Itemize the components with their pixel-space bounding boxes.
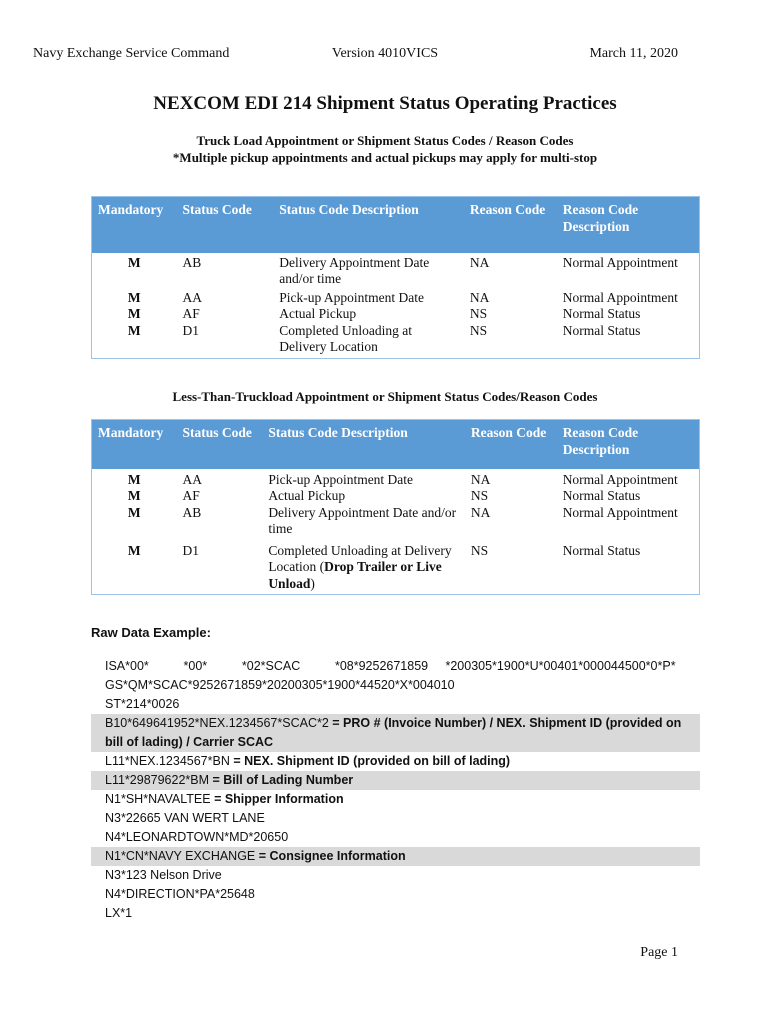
table-row (92, 488, 700, 505)
description-text-end: ) (310, 575, 315, 591)
header-version: Version 4010VICS (331, 46, 439, 61)
truckload-multistop-note: *Multiple pickup appointments and actual pickups may apply for multi-stop (172, 150, 598, 165)
ltl-subtitle: Less-Than-Truckload Appointment or Shipment Status Codes/Reason Codes (172, 389, 598, 404)
edi-segment: N4*DIRECTION*PA*25648 (105, 887, 255, 901)
raw-data-line (91, 790, 700, 809)
raw-data-line (91, 828, 700, 847)
mandatory-cell: M (127, 471, 141, 487)
status-description-cell: Delivery Appointment Date and/or time (268, 504, 457, 536)
reason-description-cell: Normal Appointment (562, 289, 678, 305)
page-number: Page 1 (640, 945, 678, 960)
raw-data-line (91, 714, 700, 752)
reason-code-cell: NS (469, 306, 488, 321)
reason-description-cell: Normal Status (562, 322, 641, 338)
status-code-cell: AA (182, 471, 202, 487)
table-row (92, 306, 700, 323)
truckload-subtitle: Truck Load Appointment or Shipment Status Codes / Reason Codes (196, 133, 574, 148)
reason-description-cell: Normal Appointment (562, 471, 678, 487)
table-row (92, 253, 700, 290)
header-date: March 11, 2020 (589, 46, 678, 61)
column-header-status-description: Status Code Description (273, 197, 464, 253)
raw-data-line (91, 809, 700, 828)
reason-description-cell: Normal Appointment (562, 254, 678, 270)
column-header-mandatory: Mandatory (92, 420, 177, 469)
column-header-mandatory: Mandatory (92, 197, 177, 253)
mandatory-cell: M (127, 254, 141, 270)
edi-segment: GS*QM*SCAC*9252671859*20200305*1900*44520*X*004010 (105, 678, 455, 692)
status-description-cell: Pick-up Appointment Date (279, 289, 425, 305)
mandatory-cell: M (127, 322, 141, 338)
status-description-cell: Completed Unloading at Delivery Location (279, 322, 413, 354)
edi-segment: N3*123 Nelson Drive (105, 868, 222, 882)
status-description-cell: Pick-up Appointment Date (268, 471, 414, 487)
edi-segment: N1*CN*NAVY EXCHANGE (105, 849, 256, 863)
edi-segment: N1*SH*NAVALTEE (105, 792, 211, 806)
table-header-row (92, 420, 700, 469)
segment-annotation: = NEX. Shipment ID (provided on bill of lading) (229, 754, 511, 768)
table-header-row (92, 197, 700, 253)
mandatory-cell: M (127, 504, 141, 520)
edi-segment: ST*214*0026 (105, 697, 180, 711)
edi-segment: LX*1 (105, 906, 133, 920)
edi-segment: B10*649641952*NEX.1234567*SCAC*2 (105, 716, 329, 730)
reason-description-cell: Normal Status (562, 306, 641, 321)
raw-data-example (91, 657, 700, 923)
column-header-status-code: Status Code (176, 420, 262, 469)
status-code-cell: D1 (182, 542, 199, 558)
edi-segment: L11*29879622*BM (105, 773, 210, 787)
segment-annotation: = Shipper Information (210, 792, 344, 806)
raw-data-line (91, 847, 700, 866)
mandatory-cell: M (127, 306, 141, 321)
status-code-cell: D1 (182, 322, 199, 338)
raw-data-line (91, 695, 700, 714)
table-row (92, 505, 700, 542)
status-code-cell: AB (182, 254, 202, 270)
status-code-cell: AF (182, 488, 200, 503)
status-code-cell: AA (182, 289, 202, 305)
reason-description-cell: Normal Appointment (562, 504, 678, 520)
reason-code-cell: NA (470, 471, 491, 487)
raw-data-line (91, 676, 700, 695)
raw-data-line (91, 752, 700, 771)
table-row (92, 469, 700, 489)
raw-data-heading: Raw Data Example: (91, 625, 211, 640)
reason-description-cell: Normal Status (562, 542, 641, 558)
column-header-status-code: Status Code (176, 197, 273, 253)
column-header-reason-code: Reason Code (464, 197, 557, 253)
mandatory-cell: M (127, 542, 141, 558)
edi-segment: L11*NEX.1234567*BN (105, 754, 230, 768)
reason-code-cell: NS (469, 322, 488, 338)
mandatory-cell: M (127, 289, 141, 305)
edi-segment: ISA*00* *00* *02*SCAC *08*9252671859 *200305*1900*U*00401*000044500*0*P* (105, 659, 676, 673)
status-code-cell: AB (182, 504, 202, 520)
reason-code-cell: NS (470, 542, 489, 558)
segment-annotation: = Bill of Lading Number (209, 773, 354, 787)
truckload-status-table (91, 196, 700, 359)
segment-annotation: = Consignee Information (255, 849, 406, 863)
reason-code-cell: NA (469, 254, 490, 270)
reason-code-cell: NA (470, 504, 491, 520)
raw-data-line (91, 866, 700, 885)
mandatory-cell: M (127, 488, 141, 503)
status-description-cell: Delivery Appointment Date and/or time (279, 254, 430, 286)
status-code-cell: AF (182, 306, 200, 321)
ltl-status-table (91, 419, 700, 595)
status-description-cell: Actual Pickup (268, 488, 346, 503)
status-description-cell (262, 542, 465, 595)
column-header-status-description: Status Code Description (262, 420, 465, 469)
description-emphasis: Drop Trailer or Live Unload (268, 559, 442, 591)
table-row (92, 542, 700, 595)
reason-code-cell: NS (470, 488, 489, 503)
raw-data-line (91, 657, 700, 676)
raw-data-line (91, 885, 700, 904)
segment-annotation: = PRO # (Invoice Number) / NEX. Shipment ID (provided on bill of lading) / Carrier SCAC (105, 716, 682, 749)
reason-code-cell: NA (469, 289, 490, 305)
header-organization: Navy Exchange Service Command (33, 46, 230, 61)
table-row (92, 323, 700, 359)
reason-description-cell: Normal Status (562, 488, 641, 503)
raw-data-line (91, 904, 700, 923)
document-title: NEXCOM EDI 214 Shipment Status Operating Practices (153, 93, 617, 114)
column-header-reason-code: Reason Code (465, 420, 557, 469)
column-header-reason-description: Reason Code Description (557, 420, 700, 469)
column-header-reason-description: Reason Code Description (557, 197, 700, 253)
edi-segment: N4*LEONARDTOWN*MD*20650 (105, 830, 289, 844)
raw-data-line (91, 771, 700, 790)
description-text: Completed Unloading at Delivery Location ( (268, 542, 452, 574)
edi-segment: N3*22665 VAN WERT LANE (105, 811, 265, 825)
status-description-cell: Actual Pickup (279, 306, 357, 321)
table-row (92, 290, 700, 307)
